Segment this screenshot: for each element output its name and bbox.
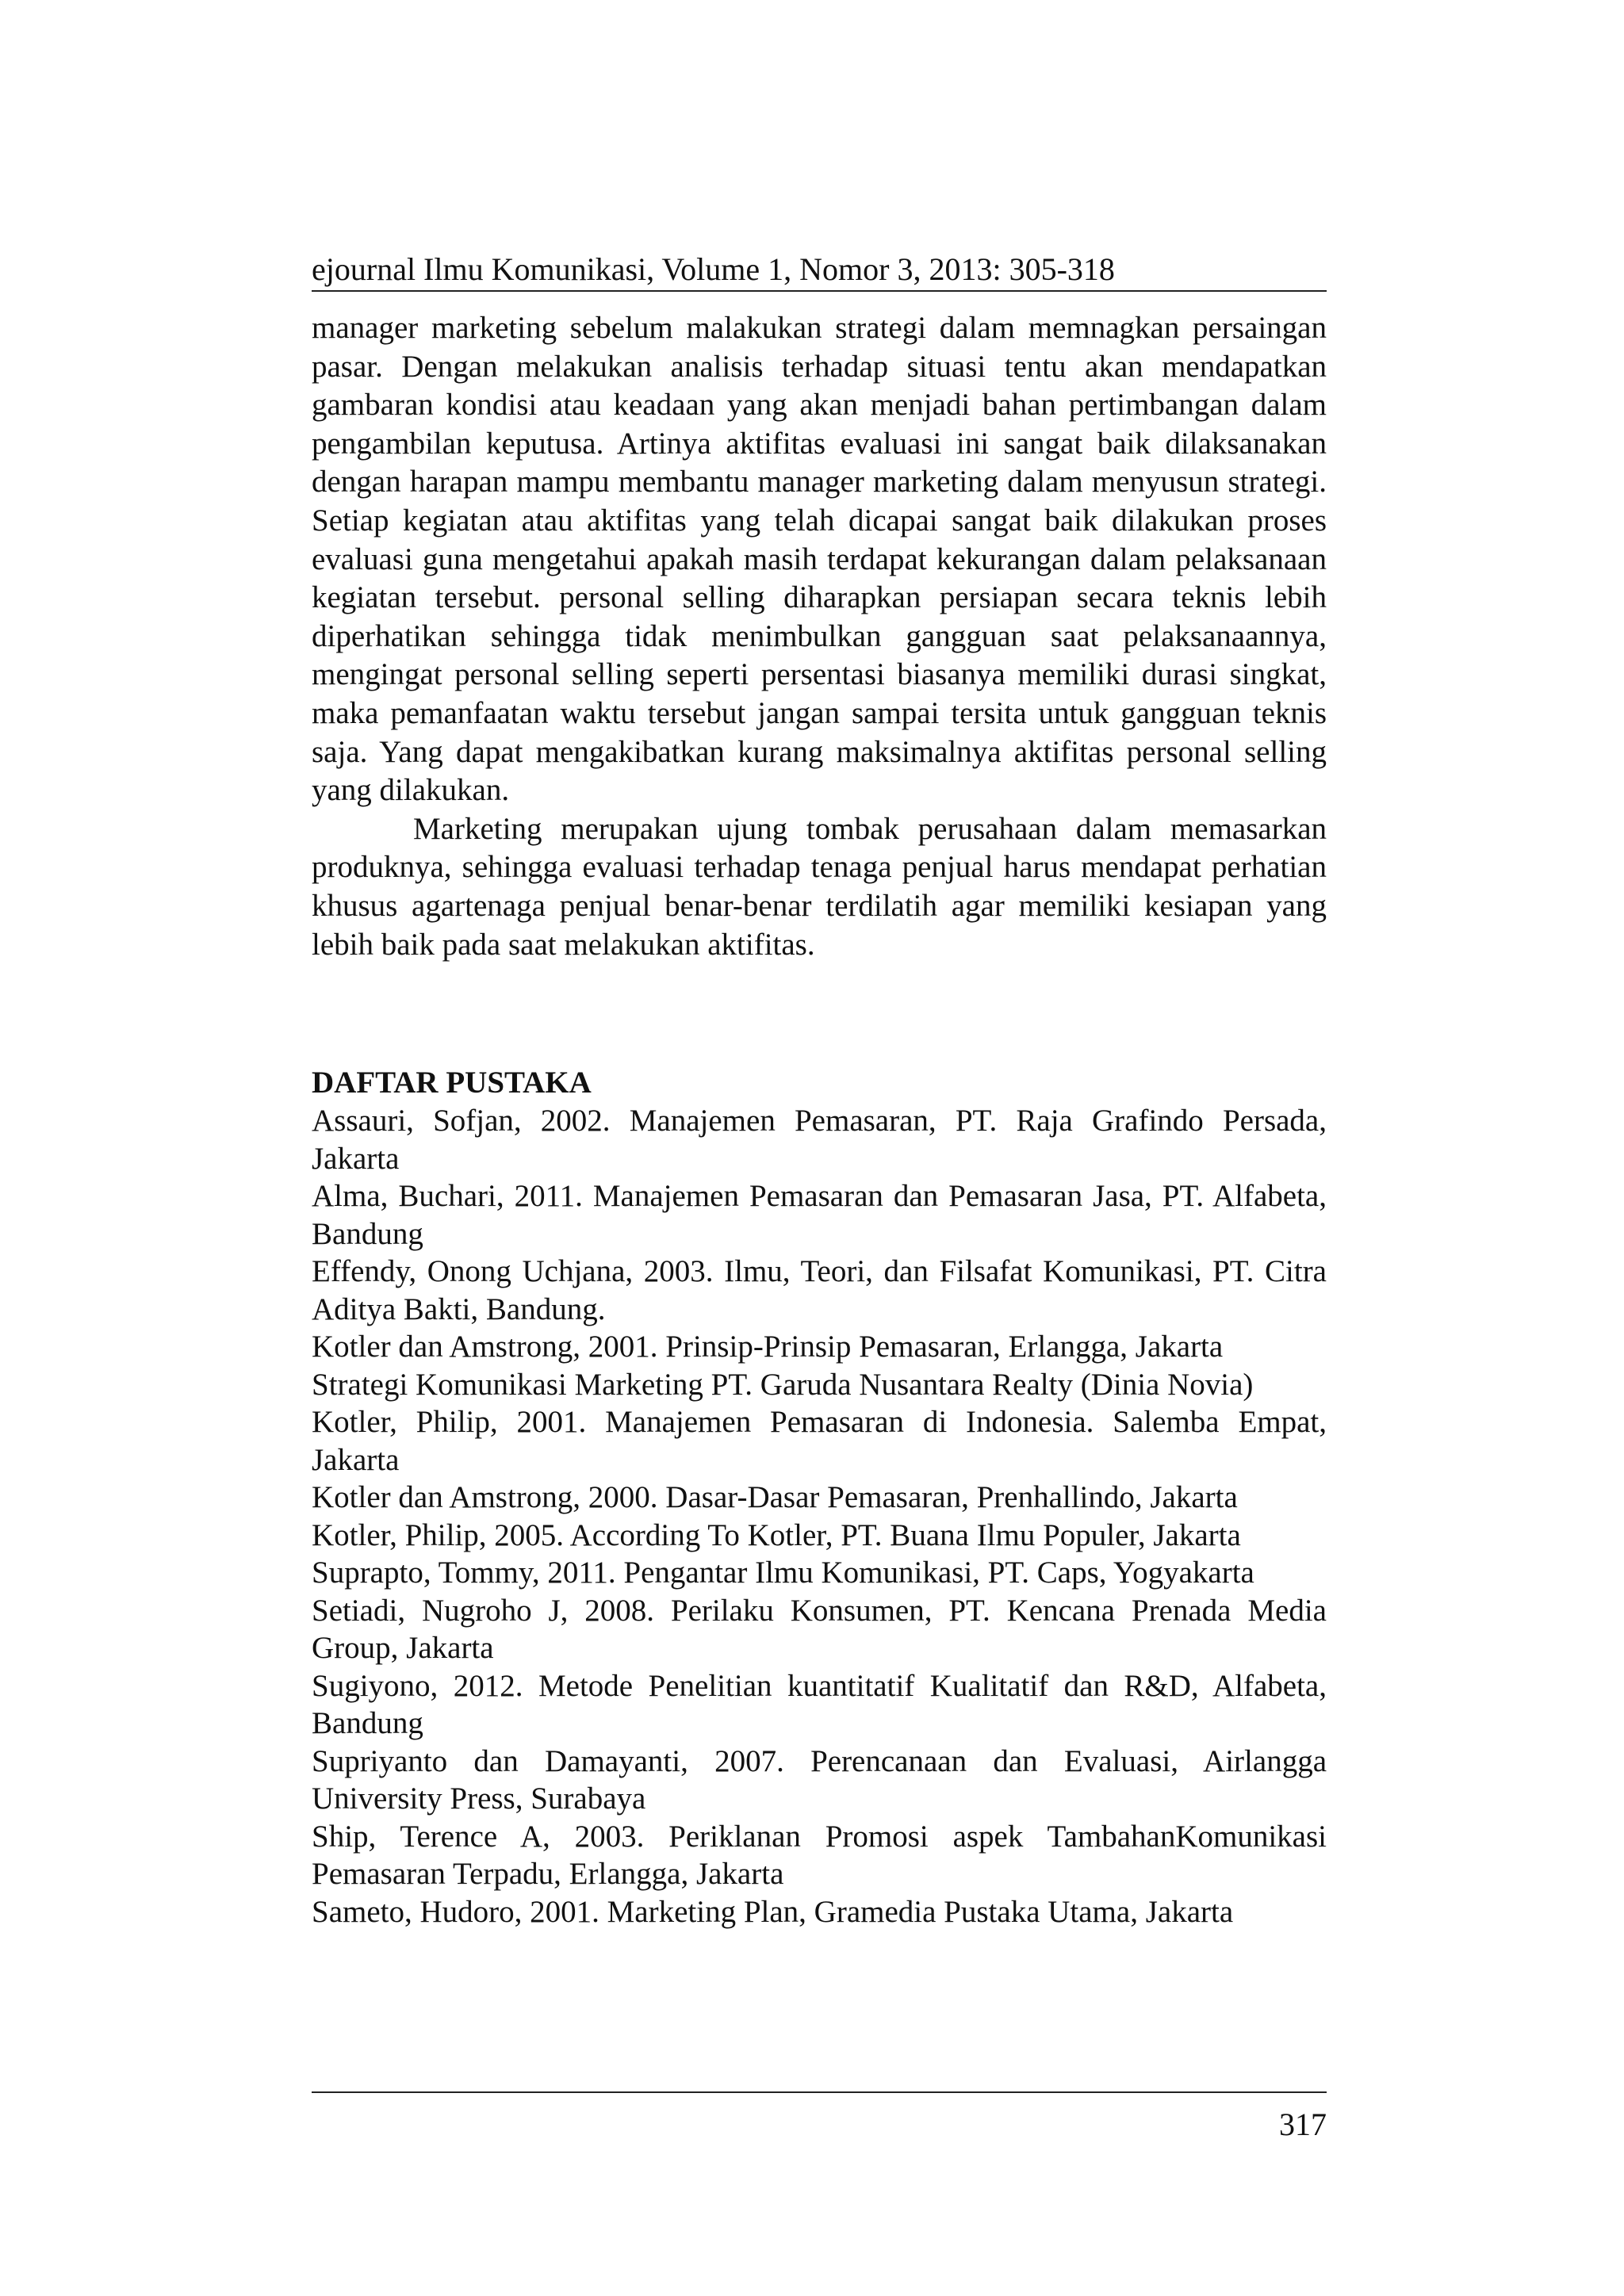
reference-item: Kotler, Philip, 2005. According To Kotler, PT. Buana Ilmu Populer, Jakarta (312, 1517, 1241, 1552)
running-header: ejournal Ilmu Komunikasi, Volume 1, Nomor 3, 2013: 305-318 (312, 251, 1115, 287)
reference-item: Effendy, Onong Uchjana, 2003. Ilmu, Teori, dan Filsafat Komunikasi, PT. Citra Aditya Bakti, Bandung. (312, 1254, 1327, 1326)
reference-item: Setiadi, Nugroho J, 2008. Perilaku Konsumen, PT. Kencana Prenada Media Group, Jakarta (312, 1593, 1327, 1665)
reference-item: Supriyanto dan Damayanti, 2007. Perencanaan dan Evaluasi, Airlangga University Press, Surabaya (312, 1743, 1327, 1816)
reference-item: Strategi Komunikasi Marketing PT. Garuda Nusantara Realty (Dinia Novia) (312, 1367, 1254, 1402)
page-number: 317 (1279, 2107, 1327, 2142)
reference-item: Sameto, Hudoro, 2001. Marketing Plan, Gramedia Pustaka Utama, Jakarta (312, 1894, 1234, 1929)
reference-item: Kotler dan Amstrong, 2000. Dasar-Dasar Pemasaran, Prenhallindo, Jakarta (312, 1480, 1238, 1514)
reference-item: Kotler dan Amstrong, 2001. Prinsip-Prinsip Pemasaran, Erlangga, Jakarta (312, 1330, 1224, 1364)
body-text (312, 309, 1327, 964)
reference-item: Ship, Terence A, 2003. Periklanan Promosi aspek TambahanKomunikasi Pemasaran Terpadu, Erlangga, Jakarta (312, 1819, 1327, 1891)
references-heading: DAFTAR PUSTAKA (312, 1066, 592, 1100)
footer-rule (312, 2091, 1327, 2093)
reference-item: Kotler, Philip, 2001. Manajemen Pemasaran di Indonesia. Salemba Empat, Jakarta (312, 1405, 1327, 1477)
body-paragraph: manager marketing sebelum malakukan strategi dalam memnagkan persaingan pasar. Dengan melakukan analisis terhadap situasi tentu akan mendapatkan gambaran kondisi atau keadaan yang akan menjadi bahan pertimbangan dalam pengambilan keputusa. Artinya aktifitas evaluasi ini sangat baik dilaksanakan dengan harapan mampu membantu manager marketing dalam menyusun strategi. Setiap kegiatan atau aktifitas yang telah dicapai sangat baik dilakukan proses evaluasi guna mengetahui apakah masih terdapat kekurangan dalam pelaksanaan kegiatan tersebut. personal selling diharapkan persiapan secara teknis lebih diperhatikan sehingga tidak menimbulkan gangguan saat pelaksanaannya, mengingat personal selling seperti persentasi biasanya memiliki durasi singkat, maka pemanfaatan waktu tersebut jangan sampai tersita untuk gangguan teknis saja. Yang dapat mengakibatkan kurang maksimalnya aktifitas personal selling yang dilakukan. (312, 311, 1327, 808)
reference-item: Suprapto, Tommy, 2011. Pengantar Ilmu Komunikasi, PT. Caps, Yogyakarta (312, 1556, 1254, 1590)
references-list (312, 1102, 1327, 1931)
references-section (312, 1064, 1327, 1931)
reference-item: Sugiyono, 2012. Metode Penelitian kuantitatif Kualitatif dan R&D, Alfabeta, Bandung (312, 1668, 1327, 1740)
reference-item: Assauri, Sofjan, 2002. Manajemen Pemasaran, PT. Raja Grafindo Persada, Jakarta (312, 1104, 1327, 1176)
body-paragraph: Marketing merupakan ujung tombak perusahaan dalam memasarkan produknya, sehingga evaluasi terhadap tenaga penjual harus mendapat perhatian khusus agartenaga penjual benar-benar terdilatih agar memiliki kesiapan yang lebih baik pada saat melakukan aktifitas. (312, 811, 1327, 962)
document-page (312, 0, 1327, 2296)
header-rule (312, 290, 1327, 292)
reference-item: Alma, Buchari, 2011. Manajemen Pemasaran dan Pemasaran Jasa, PT. Alfabeta, Bandung (312, 1179, 1327, 1251)
